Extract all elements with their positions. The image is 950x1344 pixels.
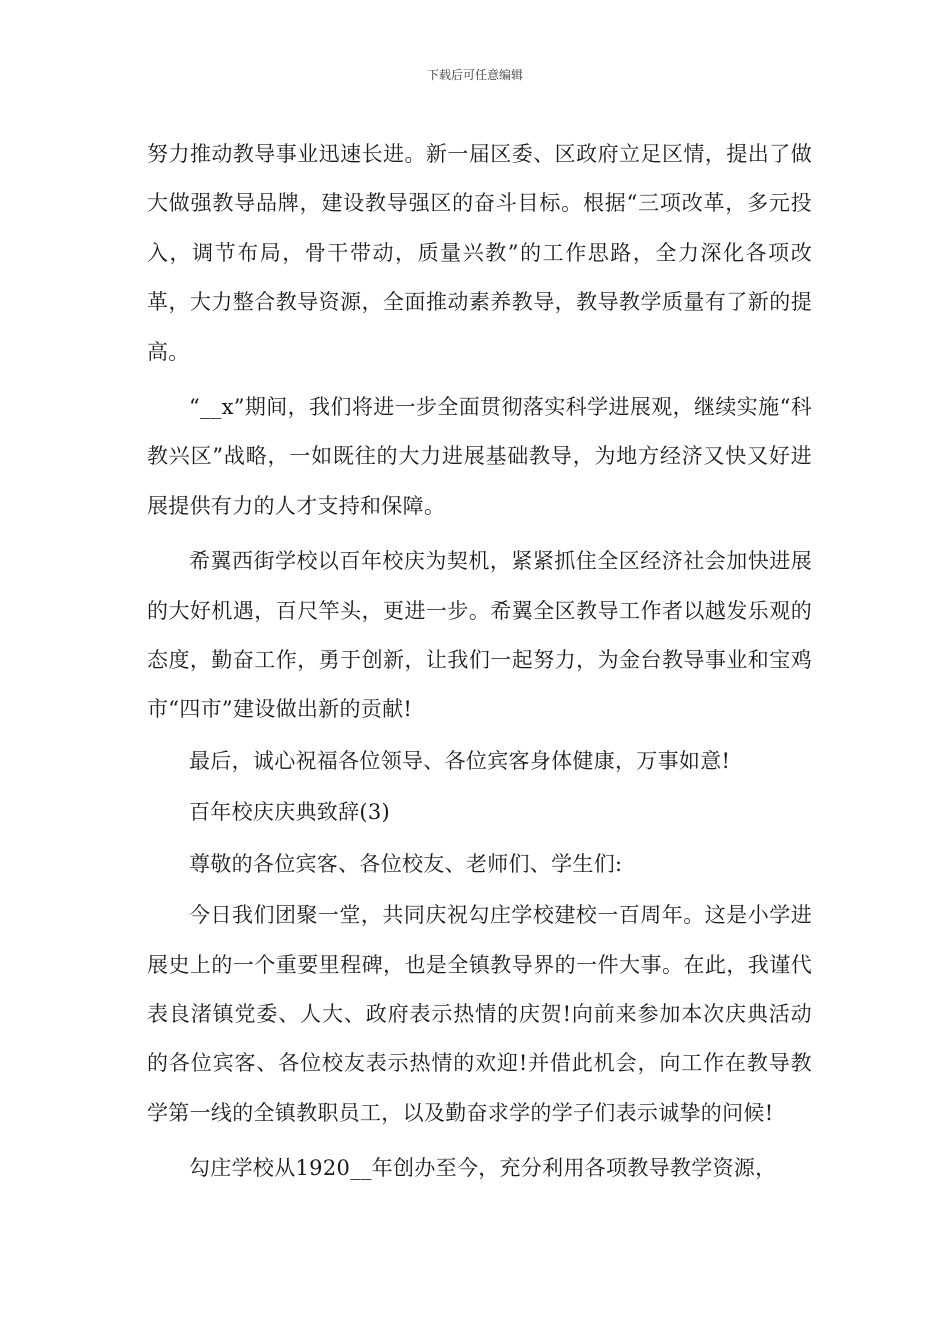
document-body: [147, 130, 812, 1196]
page-header-note: 下载后可任意编辑: [426, 68, 523, 82]
paragraph-celebration-greeting: 今日我们团聚一堂，共同庆祝勾庄学校建校一百周年。这是小学进展史上的一个重要里程碑，也是全镇教导界的一件大事。在此，我谨代表良渚镇党委、人大、政府表示热情的庆贺!向前来参加本次庆典活动的各位宾客、各位校友表示热情的欢迎!并借此机会，向工作在教导教学第一线的全镇教职员工，以及勤奋求学的学子们表示诚挚的问候!: [147, 903, 812, 1125]
paragraph-centennial-hopes: 希翼西街学校以百年校庆为契机，紧紧抓住全区经济社会加快进展的大好机遇，百尺竿头，更进一步。希翼全区教导工作者以越发乐观的态度，勤奋工作，勇于创新，让我们一起努力，为金台教导事业和宝鸡市“四市”建设做出新的贡献!: [147, 549, 812, 722]
section-heading-speech-3: 百年校庆庆典致辞(3): [189, 800, 391, 825]
paragraph-education-progress: 努力推动教导事业迅速长进。新一届区委、区政府立足区情，提出了做大做强教导品牌，建设教导强区的奋斗目标。根据“三项改革，多元投入，调节布局，骨干带动，质量兴教”的工作思路，全力深化各项改革，大力整合教导资源，全面推动素养教导，教导教学质量有了新的提高。: [147, 142, 812, 364]
paragraph-salutation: 尊敬的各位宾客、各位校友、老师们、学生们:: [189, 851, 623, 876]
paragraph-school-history: 勾庄学校从1920__年创办至今，充分利用各项教导教学资源，: [189, 1156, 777, 1181]
paragraph-five-year-plan: “__x”期间，我们将进一步全面贯彻落实科学进展观，继续实施“科教兴区”战略，一如既往的大力进展基础教导，为地方经济又快又好进展提供有力的人才支持和保障。: [147, 395, 812, 518]
paragraph-closing-wishes: 最后，诚心祝福各位领导、各位宾客身体健康，万事如意!: [189, 748, 731, 773]
